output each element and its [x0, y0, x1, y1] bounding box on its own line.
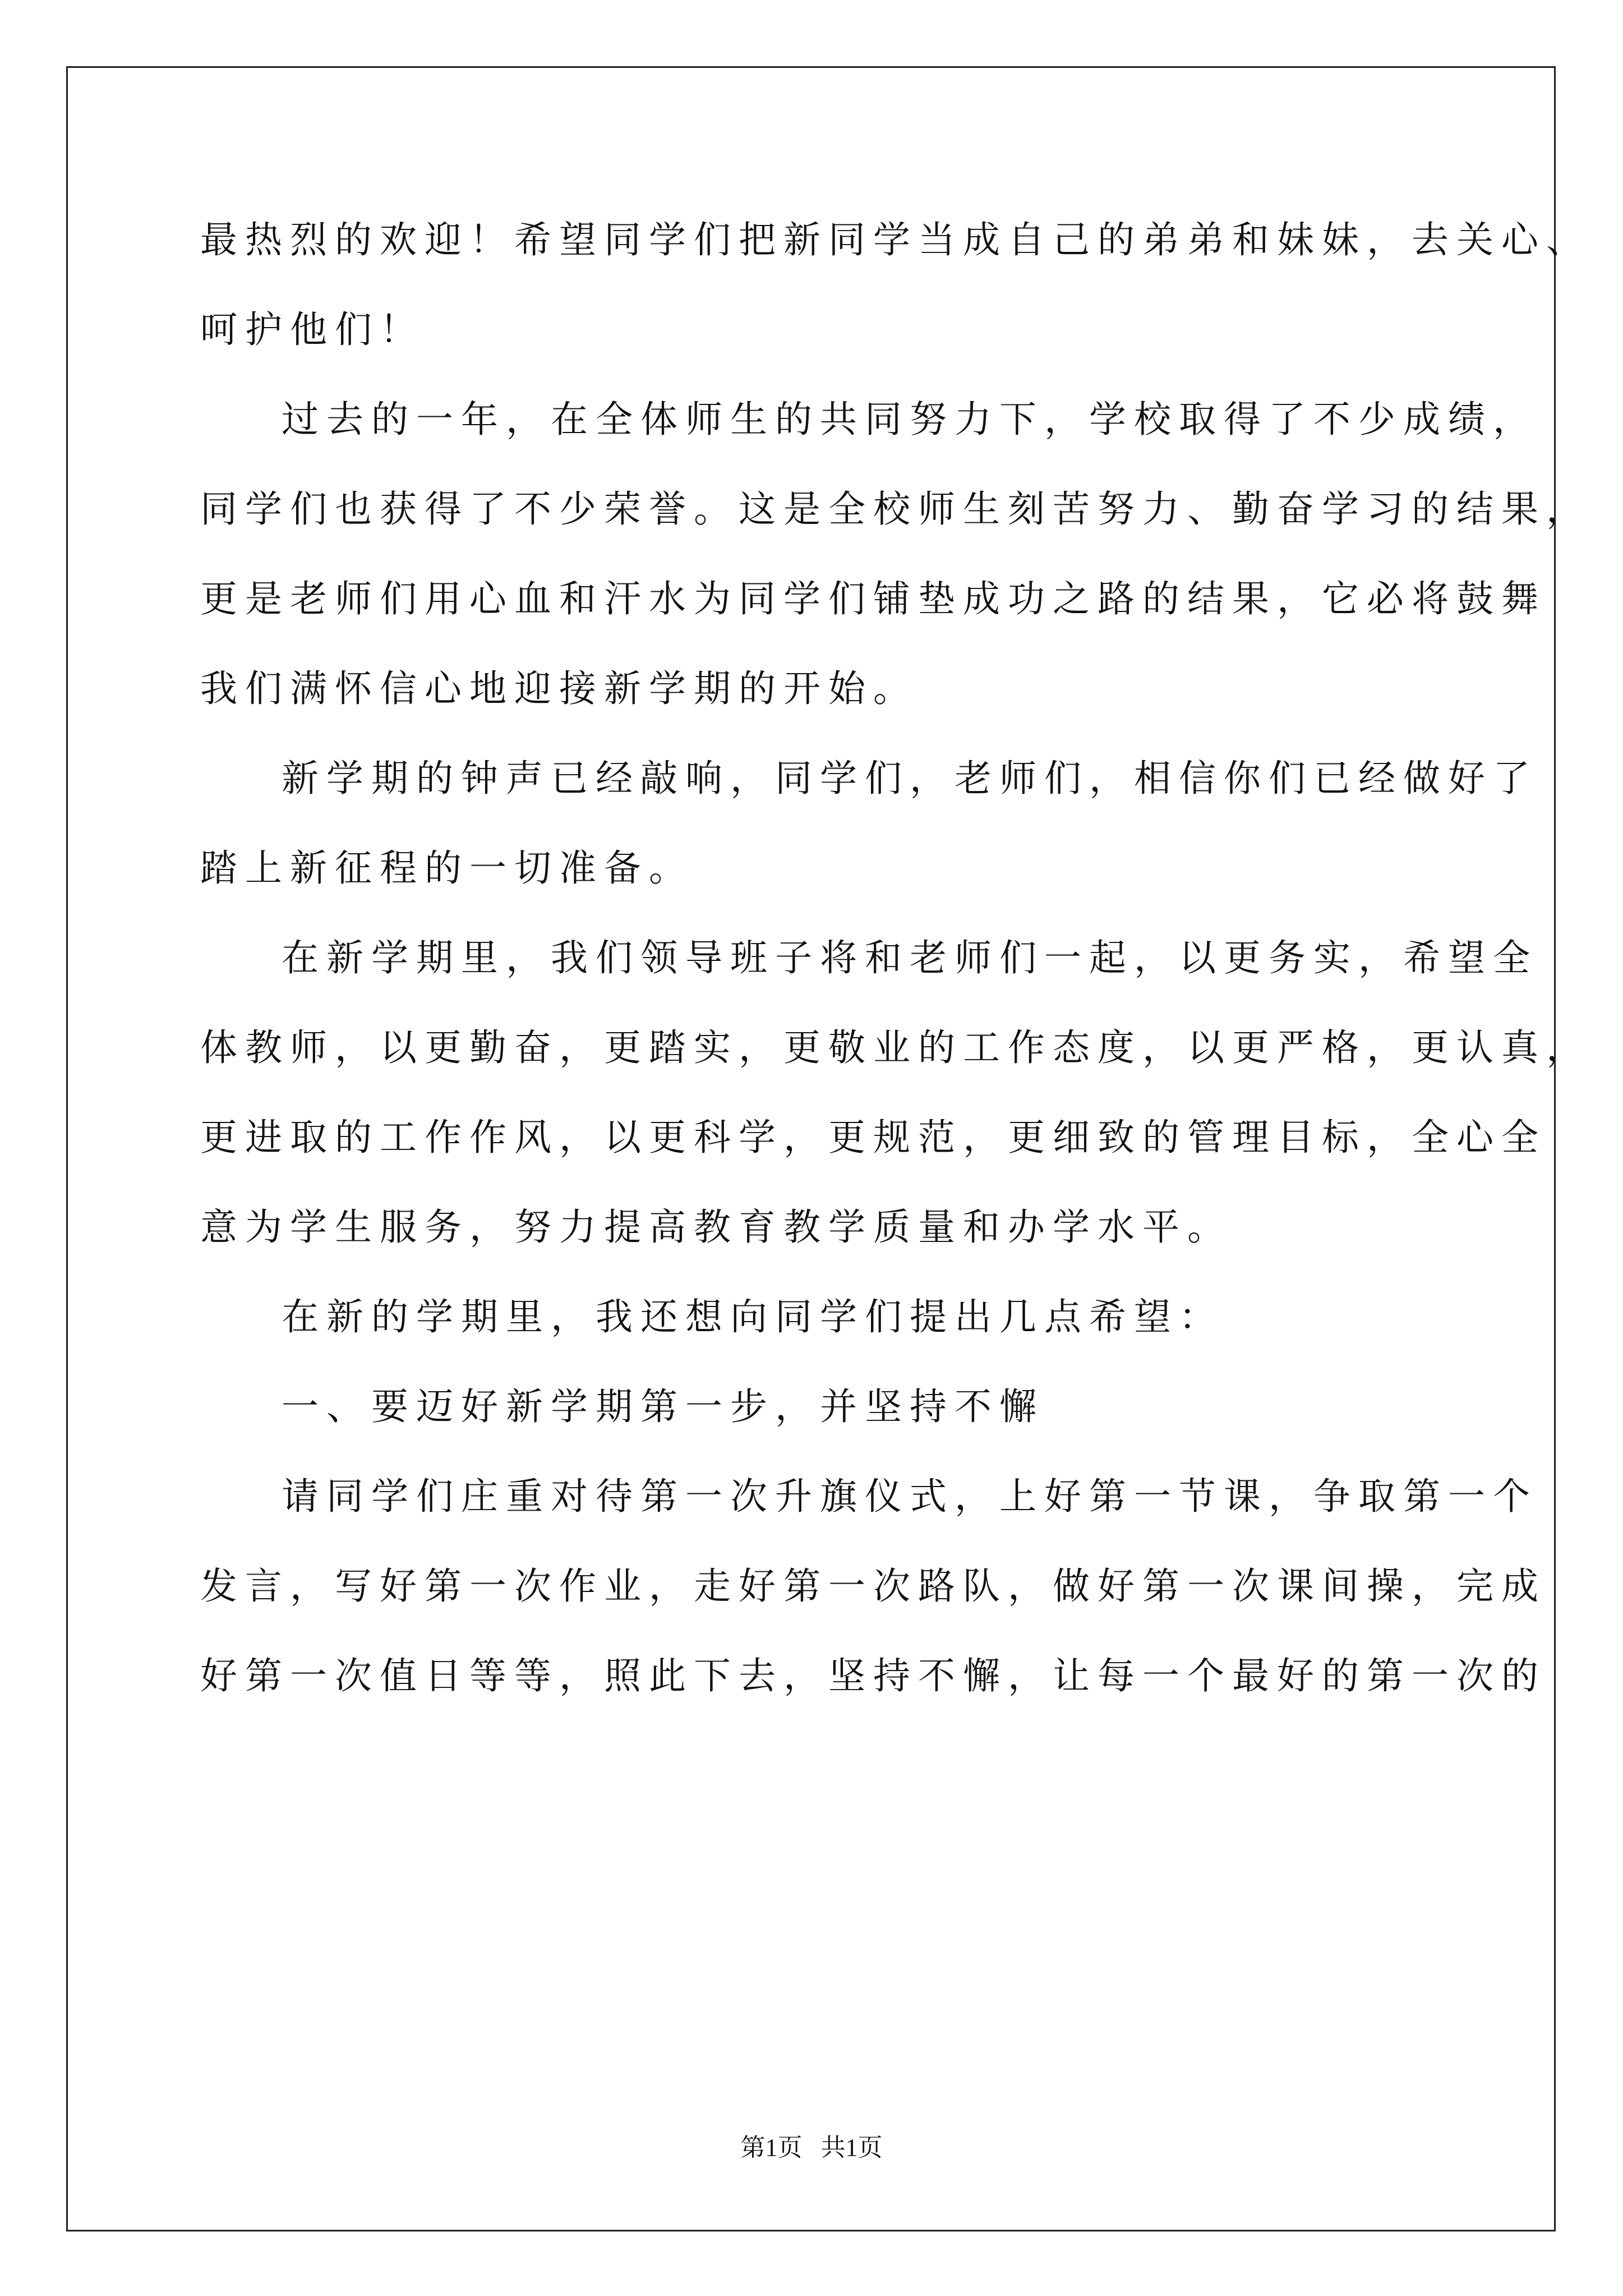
- text-line: 更进取的工作作风，以更科学，更规范，更细致的管理目标，全心全: [200, 1116, 1546, 1159]
- paragraph-start: 新学期的钟声已经敲响，同学们，老师们，相信你们已经做好了: [282, 757, 1538, 800]
- text-line: 呵护他们！: [200, 308, 425, 351]
- paragraph-start: 在新学期里，我们领导班子将和老师们一起，以更务实，希望全: [282, 936, 1538, 979]
- paragraph-start: 过去的一年，在全体师生的共同努力下，学校取得了不少成绩，: [282, 398, 1538, 441]
- text-line: 更是老师们用心血和汗水为同学们铺垫成功之路的结果，它必将鼓舞: [200, 577, 1546, 620]
- section-heading: 一、要迈好新学期第一步，并坚持不懈: [282, 1385, 1044, 1428]
- text-line: 踏上新征程的一切准备。: [200, 846, 694, 890]
- paragraph-start: 在新的学期里，我还想向同学们提出几点希望：: [282, 1295, 1224, 1338]
- text-line: 同学们也获得了不少荣誉。这是全校师生刻苦努力、勤奋学习的结果，: [200, 487, 1591, 531]
- text-line: 最热烈的欢迎！希望同学们把新同学当成自己的弟弟和妹妹，去关心、: [200, 218, 1591, 261]
- text-line: 意为学生服务，努力提高教育教学质量和办学水平。: [200, 1205, 1232, 1249]
- text-line: 好第一次值日等等，照此下去，坚持不懈，让每一个最好的第一次的: [200, 1654, 1546, 1697]
- text-line: 体教师，以更勤奋，更踏实，更敬业的工作态度，以更严格，更认真，: [200, 1026, 1591, 1069]
- text-line: 我们满怀信心地迎接新学期的开始。: [200, 667, 918, 710]
- paragraph-start: 请同学们庄重对待第一次升旗仪式，上好第一节课，争取第一个: [282, 1475, 1538, 1518]
- document-body: [200, 218, 1591, 1747]
- text-line: 发言，写好第一次作业，走好第一次路队，做好第一次课间操，完成: [200, 1565, 1546, 1608]
- page-footer: 第1页 共1页: [740, 2134, 883, 2161]
